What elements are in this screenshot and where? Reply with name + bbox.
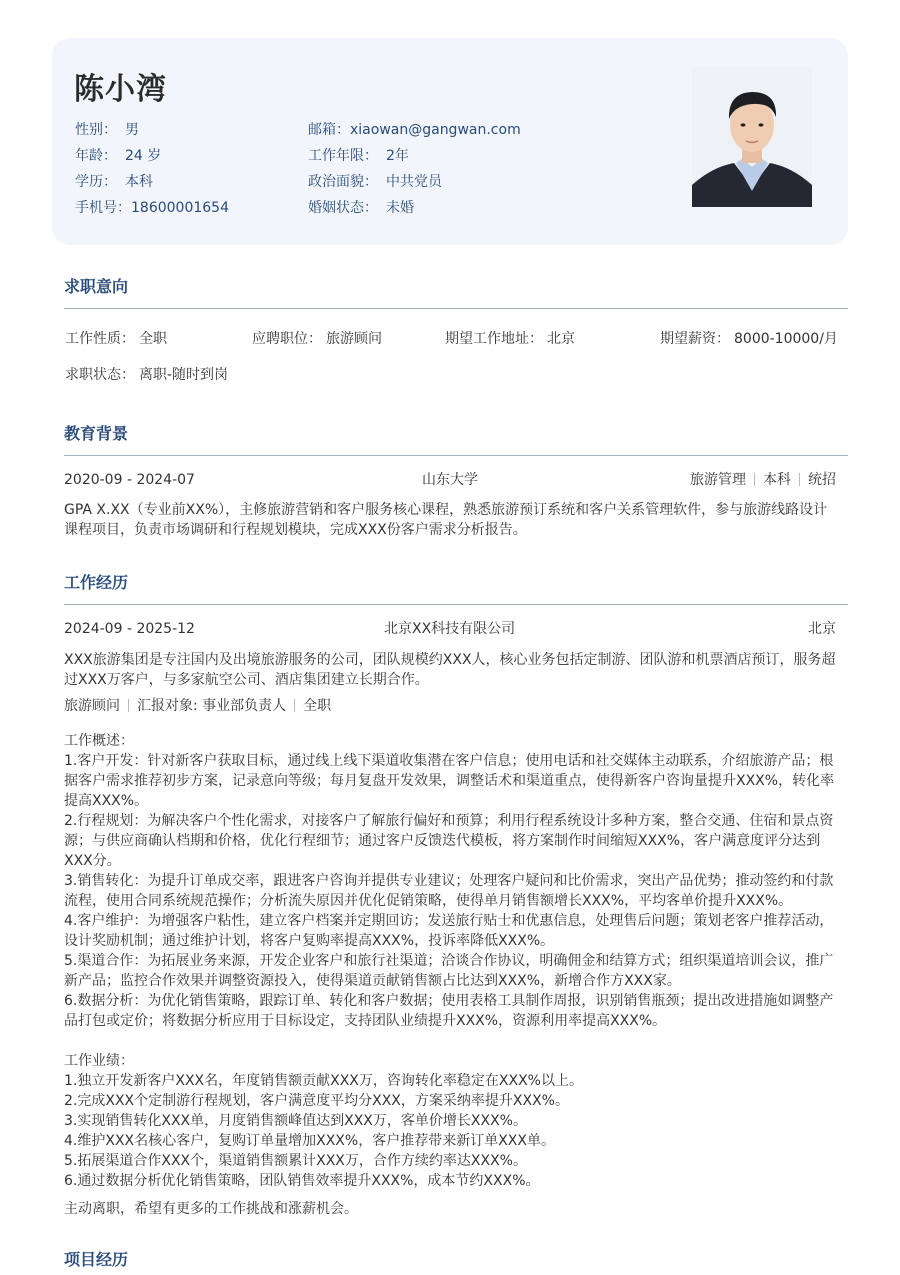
education-school: 山东大学 — [422, 472, 478, 488]
overview-item: 3.销售转化：为提升订单成交率，跟进客户咨询并提供专业建议；处理客户疑问和比价需求，突出产品优势；推动签约和付款流程，使用合同系统规范操作；分析流失原因并优化促销策略，使得单月销售额增长XXX%，平均客单价提升XXX%。 — [64, 873, 834, 909]
achievement-item: 3.实现销售转化XXX单，月度销售额峰值达到XXX万，客单价增长XXX%。 — [64, 1113, 527, 1129]
info-marital-status: 婚姻状态： 未婚 — [308, 200, 414, 216]
section-project — [64, 1247, 848, 1273]
info-age: 年龄： 24 岁 — [75, 148, 162, 164]
achievements-list — [64, 1071, 839, 1191]
achievement-item: 2.完成XXX个定制游行程规划，客户满意度平均分XXX，方案采纳率提升XXX%。 — [64, 1093, 569, 1109]
section-work — [64, 570, 848, 1219]
intent-location: 期望工作地址： 北京 — [445, 331, 575, 347]
work-role-row — [64, 696, 848, 716]
separator — [799, 473, 800, 486]
separator — [754, 473, 755, 486]
info-phone: 手机号：18600001654 — [75, 200, 229, 216]
overview-item: 4.客户维护：为增强客户粘性，建立客户档案并定期回访；发送旅行贴士和优惠信息，处理售后问题；策划老客户推荐活动，设计奖励机制；通过维护计划，将客户复购率提高XXX%，投诉率降低XXX%。 — [64, 913, 834, 949]
profile-header — [52, 38, 848, 245]
work-header-row — [64, 619, 848, 639]
company-description: XXX旅游集团是专注国内及出境旅游服务的公司，团队规模约XXX人，核心业务包括定制游、团队游和机票酒店预订，服务超过XXX万客户，与多家航空公司、酒店集团建立长期合作。 — [64, 652, 836, 688]
intent-work-type: 工作性质： 全职 — [65, 331, 167, 347]
section-job-intent — [64, 274, 848, 385]
info-gender: 性别： 男 — [75, 122, 139, 138]
leave-reason: 主动离职，希望有更多的工作挑战和涨薪机会。 — [64, 1201, 358, 1217]
overview-item: 6.数据分析：为优化销售策略，跟踪订单、转化和客户数据；使用表格工具制作周报，识别销售瓶颈；提出改进措施如调整产品打包或定价；将数据分析应用于目标设定，支持团队业绩提升XXX%，资源利用率提高XXX%。 — [64, 993, 834, 1029]
achievement-item: 1.独立开发新客户XXX名，年度销售额贡献XXX万，咨询转化率稳定在XXX%以上。 — [64, 1073, 583, 1089]
education-header-row — [64, 470, 848, 490]
overview-item: 1.客户开发：针对新客户获取目标，通过线上线下渠道收集潜在客户信息；使用电话和社交媒体主动联系，介绍旅游产品；根据客户需求推荐初步方案，记录意向等级；每月复盘开发效果，调整话术和渠道重点，使得新客户咨询量提升XXX%，转化率提高XXX%。 — [64, 753, 835, 809]
section-title: 教育背景 — [64, 424, 129, 443]
intent-row-2 — [64, 365, 848, 385]
education-description: GPA X.XX（专业前XX%），主修旅游营销和客户服务核心课程，熟悉旅游预订系统和客户关系管理软件，参与旅游线路设计课程项目，负责市场调研和行程规划模块，完成XXX份客户需求分析报告。 — [64, 502, 828, 538]
profile-photo — [692, 67, 812, 207]
intent-salary: 期望薪资： 8000-10000/月 — [660, 331, 838, 347]
education-period: 2020-09 - 2024-07 — [64, 472, 195, 488]
section-education — [64, 421, 848, 540]
intent-position: 应聘职位： 旅游顾问 — [252, 331, 382, 347]
work-company: 北京XX科技有限公司 — [384, 621, 516, 637]
section-divider — [64, 455, 848, 456]
work-period: 2024-09 - 2025-12 — [64, 621, 195, 637]
achievement-item: 4.维护XXX名核心客户，复购订单量增加XXX%，客户推荐带来新订单XXX单。 — [64, 1133, 555, 1149]
section-title: 求职意向 — [64, 277, 129, 296]
candidate-name: 陈小湾 — [74, 72, 167, 107]
info-education: 学历： 本科 — [75, 174, 153, 190]
basic-info-left — [75, 117, 229, 221]
section-title: 工作经历 — [64, 573, 129, 592]
separator — [128, 699, 129, 712]
info-email: 邮箱：xiaowan@gangwan.com — [308, 122, 521, 138]
info-political-status: 政治面貌： 中共党员 — [308, 174, 442, 190]
intent-row-1 — [64, 329, 848, 349]
overview-item: 2.行程规划：为解决客户个性化需求，对接客户了解旅行偏好和预算；利用行程系统设计多种方案，整合交通、住宿和景点资源；与供应商确认档期和价格，优化行程细节；通过客户反馈迭代模板，将方案制作时间缩短XXX%，客户满意度评分达到XXX分。 — [64, 813, 834, 869]
overview-item: 5.渠道合作：为拓展业务来源，开发企业客户和旅行社渠道；洽谈合作协议，明确佣金和结算方式；组织渠道培训会议，推广新产品；监控合作效果并调整资源投入，使得渠道贡献销售额占比达到XXX%，新增合作方XXX家。 — [64, 953, 834, 989]
overview-list — [64, 751, 839, 1031]
work-report-to: 汇报对象: 事业部负责人 — [137, 698, 287, 714]
section-title: 项目经历 — [64, 1250, 129, 1269]
basic-info-right — [308, 117, 521, 221]
separator — [294, 699, 295, 712]
section-divider — [64, 604, 848, 605]
work-city: 北京 — [808, 621, 836, 637]
achievement-item: 6.通过数据分析优化销售策略，团队销售效率提升XXX%，成本节约XXX%。 — [64, 1173, 540, 1189]
info-work-years: 工作年限： 2年 — [308, 148, 409, 164]
achievements-title: 工作业绩： — [64, 1053, 134, 1069]
work-role: 旅游顾问 — [64, 698, 120, 714]
overview-title: 工作概述： — [64, 733, 134, 749]
achievement-item: 5.拓展渠道合作XXX个，渠道销售额累计XXX万，合作方续约率达XXX%。 — [64, 1153, 527, 1169]
portrait-image — [692, 67, 812, 207]
education-details: 旅游管理 本科 统招 — [690, 472, 836, 488]
intent-status: 求职状态： 离职-随时到岗 — [65, 367, 229, 383]
work-job-type: 全职 — [303, 698, 332, 714]
section-divider — [64, 308, 848, 309]
